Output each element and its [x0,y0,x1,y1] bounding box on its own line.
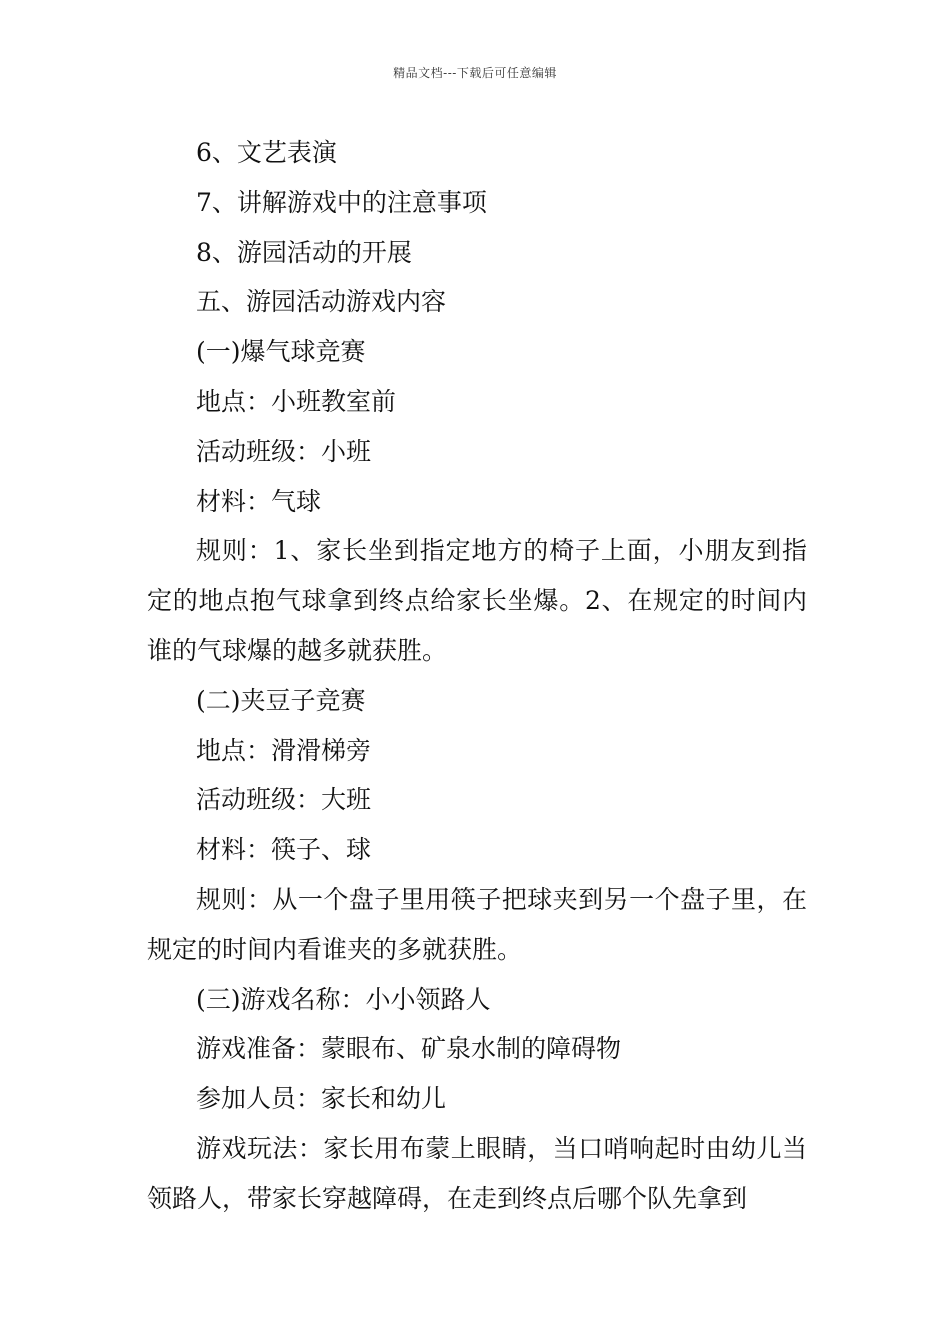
section-heading-5: 五、游园活动游戏内容 [196,287,447,317]
list-item-8: 8、游园活动的开展 [196,237,412,267]
class-line-2: 活动班级：大班 [196,785,372,815]
list-item-7: 7、讲解游戏中的注意事项 [196,187,487,217]
subsection-heading-2: (二)夹豆子竞赛 [196,685,366,715]
document-body [147,128,807,1224]
subsection-heading-3: (三)游戏名称：小小领路人 [196,984,491,1014]
gameplay-paragraph: 游戏玩法：家长用布蒙上眼睛，当口哨响起时由幼儿当领路人，带家长穿越障碍，在走到终点后哪个队先拿到 [147,1133,807,1213]
materials-line-2: 材料：筷子、球 [196,835,372,865]
class-line-1: 活动班级：小班 [196,436,372,466]
list-item-6: 6、文艺表演 [196,138,337,167]
location-line-1: 地点：小班教室前 [196,386,397,416]
rules-paragraph-2: 规则：从一个盘子里用筷子把球夹到另一个盘子里，在规定的时间内看谁夹的多就获胜。 [147,884,807,964]
location-line-2: 地点：滑滑梯旁 [196,735,372,765]
materials-line-1: 材料：气球 [196,486,322,516]
rules-paragraph-1: 规则：1、家长坐到指定地方的椅子上面，小朋友到指定的地点抱气球拿到终点给家长坐爆。2、在规定的时间内谁的气球爆的越多就获胜。 [147,536,807,665]
page-header: 精品文档---下载后可任意编辑 [393,66,557,80]
preparation-line: 游戏准备：蒙眼布、矿泉水制的障碍物 [196,1034,622,1064]
participants-line: 参加人员：家长和幼儿 [196,1084,447,1114]
subsection-heading-1: (一)爆气球竞赛 [196,337,366,367]
